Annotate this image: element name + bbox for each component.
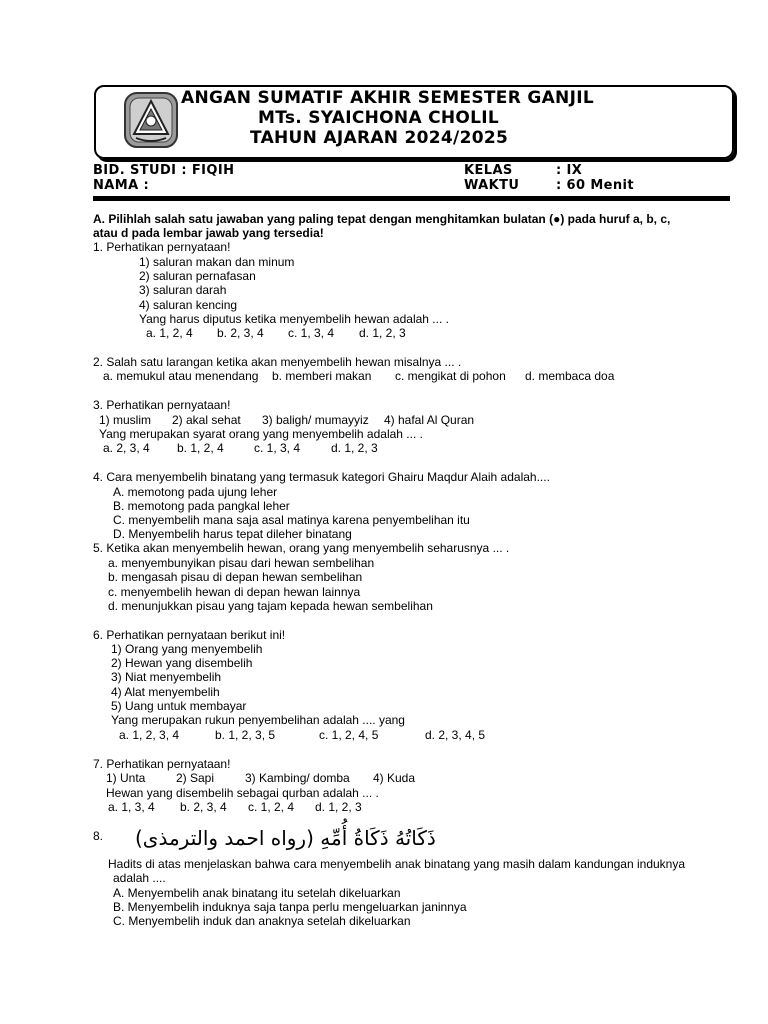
- time-value: : 60 Menit: [556, 178, 635, 193]
- class-value: : IX: [556, 163, 583, 178]
- q7-option-b: b. 2, 3, 4: [180, 800, 227, 814]
- q1-option-a: a. 1, 2, 4: [146, 326, 193, 340]
- name-label: NAMA :: [93, 178, 150, 193]
- time-label: WAKTU: [464, 178, 520, 193]
- academic-year: TAHUN AJARAN 2024/2025: [250, 128, 509, 148]
- q6-item: 2) Hewan yang disembelih: [111, 656, 253, 670]
- instruction-line-2: atau d pada lembar jawab yang tersedia!: [93, 226, 324, 240]
- q6-item: 4) Alat menyembelih: [111, 685, 220, 699]
- q1-option-b: b. 2, 3, 4: [217, 326, 264, 340]
- school-logo-icon: [122, 90, 180, 150]
- q4-option-c: C. menyembelih mana saja asal matinya karena penyembelihan itu: [113, 513, 470, 527]
- q6-item: 3) Niat menyembelih: [111, 670, 222, 684]
- q7-item: 4) Kuda: [373, 771, 416, 785]
- q7-option-c: c. 1, 2, 4: [248, 800, 295, 814]
- q4-option-b: B. memotong pada pangkal leher: [113, 499, 290, 513]
- q6-item: 1) Orang yang menyembelih: [111, 642, 263, 656]
- q3-question: Yang merupakan syarat orang yang menyembelih adalah ... .: [99, 427, 423, 441]
- q3-item: 2) akal sehat: [172, 413, 241, 427]
- school-name: MTs. SYAICHONA CHOLIL: [258, 108, 500, 128]
- q7-option-d: d. 1, 2, 3: [315, 800, 362, 814]
- q2-option-d: d. membaca doa: [525, 369, 615, 383]
- question-7-stem: 7. Perhatikan pernyataan!: [93, 757, 231, 771]
- header-divider: [93, 196, 730, 201]
- q6-option-c: c. 1, 2, 4, 5: [319, 728, 379, 742]
- q7-item: 2) Sapi: [176, 771, 215, 785]
- q3-option-a: a. 2, 3, 4: [103, 441, 150, 455]
- exam-title: ANGAN SUMATIF AKHIR SEMESTER GANJIL: [181, 88, 594, 108]
- hadith-arabic-text: ذَكَاتُهُ ذَكَاةُ أُمِّهِ (رواه احمد والترمذى): [135, 826, 436, 850]
- q2-option-a: a. memukul atau menendang: [103, 369, 259, 383]
- q7-option-a: a. 1, 3, 4: [108, 800, 155, 814]
- q6-option-b: b. 1, 2, 3, 5: [215, 728, 276, 742]
- q1-option-d: d. 1, 2, 3: [359, 326, 406, 340]
- question-2-stem: 2. Salah satu larangan ketika akan menyembelih hewan misalnya ... .: [93, 355, 462, 369]
- class-label: KELAS: [464, 163, 513, 178]
- q8-question-line-2: adalah ....: [113, 871, 166, 885]
- subject-label: BID. STUDI : FIQIH: [93, 163, 235, 178]
- q3-item: 4) hafal Al Quran: [384, 413, 475, 427]
- q5-option-b: b. mengasah pisau di depan hewan sembelihan: [108, 570, 363, 584]
- q3-option-d: d. 1, 2, 3: [331, 441, 378, 455]
- q3-option-b: b. 1, 2, 4: [177, 441, 224, 455]
- q4-option-a: A. memotong pada ujung leher: [113, 485, 278, 499]
- q5-option-d: d. menunjukkan pisau yang tajam kepada hewan sembelihan: [108, 599, 433, 613]
- question-1-stem: 1. Perhatikan pernyataan!: [93, 240, 231, 254]
- q2-option-b: b. memberi makan: [272, 369, 372, 383]
- q1-item: 2) saluran pernafasan: [139, 269, 256, 283]
- q3-item: 1) muslim: [99, 413, 152, 427]
- q8-option-a: A. Menyembelih anak binatang itu setelah dikeluarkan: [113, 886, 401, 900]
- question-3-stem: 3. Perhatikan pernyataan!: [93, 398, 231, 412]
- q6-question: Yang merupakan rukun penyembelihan adalah .... yang: [111, 713, 405, 727]
- question-8-number: 8.: [93, 829, 104, 843]
- q1-option-c: c. 1, 3, 4: [288, 326, 335, 340]
- q1-question: Yang harus diputus ketika menyembelih hewan adalah ... .: [139, 312, 449, 326]
- q8-option-b: B. Menyembelih induknya saja tanpa perlu mengeluarkan janinnya: [113, 900, 467, 914]
- q8-option-c: C. Menyembelih induk dan anaknya setelah dikeluarkan: [113, 914, 411, 928]
- q4-option-d: D. Menyembelih harus tepat dileher binatang: [113, 527, 352, 541]
- q1-item: 4) saluran kencing: [139, 298, 238, 312]
- q7-item: 3) Kambing/ domba: [245, 771, 350, 785]
- instruction-line-1: A. Pilihlah salah satu jawaban yang paling tepat dengan menghitamkan bulatan (●) pada huruf a, b, c,: [93, 212, 671, 226]
- question-6-stem: 6. Perhatikan pernyataan berikut ini!: [93, 628, 286, 642]
- question-4-stem: 4. Cara menyembelih binatang yang termasuk kategori Ghairu Maqdur Alaih adalah....: [93, 470, 550, 484]
- q5-option-c: c. menyembelih hewan di depan hewan lainnya: [108, 585, 361, 599]
- q6-option-d: d. 2, 3, 4, 5: [425, 728, 486, 742]
- q3-item: 3) baligh/ mumayyiz: [262, 413, 369, 427]
- question-5-stem: 5. Ketika akan menyembelih hewan, orang yang menyembelih seharusnya ... .: [93, 541, 510, 555]
- q5-option-a: a. menyembunyikan pisau dari hewan sembelihan: [108, 556, 375, 570]
- q7-item: 1) Unta: [106, 771, 146, 785]
- q2-option-c: c. mengikat di pohon: [395, 369, 506, 383]
- q6-item: 5) Uang untuk membayar: [111, 699, 247, 713]
- q6-option-a: a. 1, 2, 3, 4: [119, 728, 180, 742]
- q3-option-c: c. 1, 3, 4: [254, 441, 301, 455]
- q1-item: 1) saluran makan dan minum: [139, 255, 295, 269]
- q1-item: 3) saluran darah: [139, 283, 227, 297]
- q8-question-line-1: Hadits di atas menjelaskan bahwa cara menyembelih anak binatang yang masih dalam kandungan induknya: [108, 857, 686, 871]
- q7-question: Hewan yang disembelih sebagai qurban adalah ... .: [106, 786, 379, 800]
